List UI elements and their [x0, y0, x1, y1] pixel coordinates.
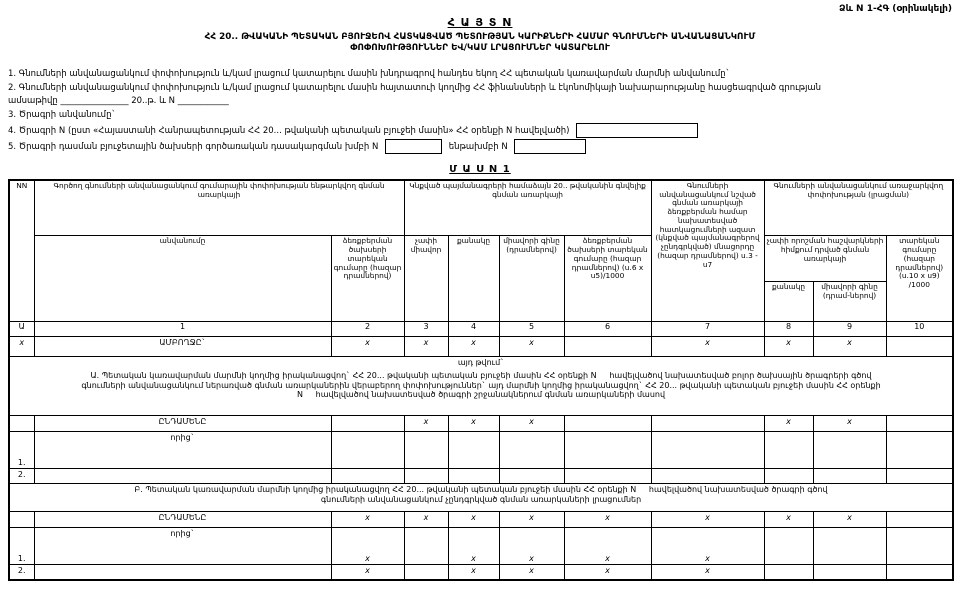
col7-cell [651, 469, 764, 484]
col2-cell: x [331, 565, 404, 580]
col2-cell: x [331, 541, 404, 565]
group3-header: Գնումների անվանացանկում առաջարկվող փոփոխության (լրացման) [764, 180, 953, 236]
col10-cell [886, 541, 953, 565]
subheading-cell: այդ թվում` [9, 357, 953, 370]
table-header [9, 180, 953, 322]
col5-cell [499, 432, 564, 445]
col6-cell: x [564, 512, 651, 528]
col7-cell [651, 445, 764, 469]
group1-header: Գործող գնումների անվանացանկում գումարային փոփոխության ենթարկվող գնման առարկայի [34, 180, 404, 236]
col8-cell [764, 528, 813, 541]
col8-cell [764, 541, 813, 565]
row-number-cell: x [9, 337, 34, 357]
col2-cell [331, 432, 404, 445]
column-number-cell: Ա [9, 322, 34, 337]
row-number-cell: 1. [9, 445, 34, 469]
program-number-box[interactable] [576, 123, 698, 138]
col5-cell [499, 528, 564, 541]
column-number-cell: 9 [813, 322, 886, 337]
col6-cell: x [564, 565, 651, 580]
col5-cell: x [499, 541, 564, 565]
subtitle-line-2: ՓՈՓՈԽՈՒԹՅՈՒՆՆԵՐ ԵՎ/ԿԱՄ ԼՐԱՑՈՒՄՆԵՐ ԿԱՏԱՐԵԼՈՒ [350, 42, 610, 53]
col3-cell [404, 469, 448, 484]
procurement-changes-table [8, 179, 954, 581]
col6-cell [564, 445, 651, 469]
header-sub-row [9, 236, 953, 282]
item-4 [8, 123, 952, 138]
col4-cell [448, 445, 499, 469]
item-name-cell: ԸՆԴԱՄԵՆԸ [34, 512, 331, 528]
col9-cell [813, 432, 886, 445]
row-number-cell [9, 432, 34, 445]
item-name-cell [34, 445, 331, 469]
row-number-cell: 2. [9, 565, 34, 580]
part-title: Մ Ա Ս N 1 [449, 163, 511, 175]
table-row [9, 541, 953, 565]
col4-cell [448, 469, 499, 484]
row-number-cell [9, 512, 34, 528]
col9-cell [813, 528, 886, 541]
col6-cell: x [564, 541, 651, 565]
item-name-cell: ԸՆԴԱՄԵՆԸ [34, 416, 331, 432]
table-row [9, 512, 953, 528]
document-title: Հ Ա Յ Տ N [447, 16, 513, 29]
col5-cell: x [499, 565, 564, 580]
col4-cell [448, 528, 499, 541]
col10-cell [886, 445, 953, 469]
group-number-box[interactable] [385, 139, 442, 154]
item-name-cell [34, 565, 331, 580]
col9-cell [813, 565, 886, 580]
col3-cell [404, 565, 448, 580]
col5-cell [499, 469, 564, 484]
column-number-cell: 1 [34, 322, 331, 337]
column-number-cell: 2 [331, 322, 404, 337]
col9-cell [813, 445, 886, 469]
col5-cell [499, 445, 564, 469]
item-1: 1. Գնումների անվանացանկում փոփոխություն և/կամ լրացում կատարելու մասին խնդրագրով հանդես եկող ՀՀ պետական կառավարման մարմնի անվանումը` [8, 68, 730, 79]
col2-cell [331, 445, 404, 469]
col3-header: չափի միավոր [404, 236, 448, 322]
subgroup-number-box[interactable] [514, 139, 586, 154]
table-row [9, 416, 953, 432]
item-2-line-2 [8, 95, 952, 108]
col7-cell: x [651, 512, 764, 528]
table-row [9, 337, 953, 357]
row-number-cell: 2. [9, 469, 34, 484]
column-number-cell: 4 [448, 322, 499, 337]
col9-header: միավորի գինը (դրամ-ներով) [813, 282, 886, 322]
col7-header: Գնումների անվանացանկում նշված գնման առարկայի ձեռքբերման համար նախատեսված հատկացումների ազատ (կնքված պայմանագրերով չընդգրկված) մնացորդը (հազար դրամներով) ս.3 - ս7 [651, 180, 764, 322]
letter-number-blank[interactable]: ____________ [177, 96, 229, 107]
col7-cell: x [651, 565, 764, 580]
col3-cell: x [404, 337, 448, 357]
column-number-cell: 7 [651, 322, 764, 337]
col10-cell [886, 512, 953, 528]
col6-cell [564, 416, 651, 432]
col8-cell: x [764, 416, 813, 432]
col2-cell [331, 528, 404, 541]
column-number-cell: 3 [404, 322, 448, 337]
item-4-label: 4. Ծրագրի N (ըստ «Հայաստանի Հանրապետության ՀՀ 20... թվականի պետական բյուջեի մասին» ՀՀ օրենքի N հավելվածի) [8, 125, 570, 136]
item-name-cell: որից` [34, 432, 331, 445]
col5-cell: x [499, 416, 564, 432]
col9-cell: x [813, 512, 886, 528]
col8-cell [764, 565, 813, 580]
row-number-cell [9, 416, 34, 432]
col4-cell: x [448, 565, 499, 580]
document-subtitle [8, 32, 952, 54]
row-number-cell: 1. [9, 541, 34, 565]
item-name-cell: որից` [34, 528, 331, 541]
table-row [9, 445, 953, 469]
item-2-line-1: 2. Գնումների անվանացանկում փոփոխություն և/կամ լրացում կատարելու մասին հայտատուի կողմից ՀՀ ֆինանսների և էկոնոմիկայի նախարարությանը հասցեագրված գրության [8, 82, 822, 93]
col3-cell [404, 432, 448, 445]
col2-header: ձեռքբերման ծախսերի տարեկան գումարը (հազար դրամներով) [331, 236, 404, 322]
col4-cell: x [448, 541, 499, 565]
column-number-cell: 6 [564, 322, 651, 337]
section-note-cell: Բ. Պետական կառավարման մարմնի կողմից իրականացվող ՀՀ 20... թվականի պետական բյուջեի մասին ՀՀ օրենքի N հավելվածով նախատեսված ծրագրի գծով գնումների անվանացանկում չընդգրկված գնման առարկաների լրացումներ [9, 484, 953, 512]
section-note-row [9, 484, 953, 512]
col5-cell: x [499, 337, 564, 357]
col4-cell [448, 432, 499, 445]
year-and-number-label: 20..թ. և N [131, 96, 176, 107]
item-3: 3. Ծրագրի անվանումը` [8, 110, 116, 121]
table-row [9, 528, 953, 541]
col6-cell [564, 432, 651, 445]
column-number-cell: 10 [886, 322, 953, 337]
item-5-label: 5. Ծրագրի դասման բյուջետային ծախսերի գործառական դասակարգման խմբի N [8, 141, 379, 152]
col6-cell [564, 469, 651, 484]
col9-cell [813, 469, 886, 484]
subtitle-line-1: ՀՀ 20.. ԹՎԱԿԱՆԻ ՊԵՏԱԿԱՆ ԲՅՈՒՋԵՈՎ ՀԱՏԿԱՑՎԱԾ ՊԵՏՈՒԹՅԱՆ ԿԱՐԻՔՆԵՐԻ ՀԱՄԱՐ ԳՆՈՒՄՆԵՐԻ ԱՆՎԱՆԱՑԱՆԿՈՒՄ [204, 32, 756, 42]
col7-cell [651, 432, 764, 445]
col7-cell [651, 528, 764, 541]
col1-header: անվանումը [34, 236, 331, 322]
col9-cell [813, 541, 886, 565]
col3-cell [404, 541, 448, 565]
col5-header: միավորի գինը (դրամներով) [499, 236, 564, 322]
col10-cell [886, 337, 953, 357]
col7-cell: x [651, 337, 764, 357]
row-number-cell [9, 528, 34, 541]
col2-cell [331, 416, 404, 432]
col10-cell [886, 432, 953, 445]
col4-cell: x [448, 416, 499, 432]
col-nn-header: NN [9, 180, 34, 322]
col8-cell: x [764, 337, 813, 357]
col8-cell [764, 469, 813, 484]
subheading-row [9, 357, 953, 370]
date-blank[interactable]: ________________ [60, 96, 129, 107]
col9-cell: x [813, 416, 886, 432]
column-numbers-row [9, 322, 953, 337]
group2-header: Կնքված պայմանագրերի համաձայն 20.. թվականին գնվելիք գնման առարկայի [404, 180, 651, 236]
section-note-cell: Ա. Պետական կառավարման մարմնի կողմից իրականացվող` ՀՀ 20... թվականի պետական բյուջեի մասին ՀՀ օրենքի N հավելվածով նախատեսված բոլոր ծախսային ծրագրերի գծով գնումների անվանացանկում ներառված գնման առարկաներին վերաբերող փոփոխություններ` այդ մարմնի կողմից իրականացվող` ՀՀ 20... թվականի պետական բյուջեի մասին ՀՀ օրենքի N հավելվածով նախատեսված ծրագրի շրջանակներում գնման առարկաների մասով [9, 370, 953, 416]
form-reference: Ձև N 1-ՀԳ (օրինակելի) [839, 4, 952, 14]
col8-cell [764, 432, 813, 445]
section-note-row [9, 370, 953, 416]
col2-cell [331, 469, 404, 484]
item-name-cell [34, 541, 331, 565]
item-5 [8, 139, 952, 154]
col8-header: քանակը [764, 282, 813, 322]
table-body [9, 322, 953, 580]
table-row [9, 565, 953, 580]
col10-cell [886, 469, 953, 484]
col8-cell: x [764, 512, 813, 528]
item-name-cell: ԱՄԲՈՂՋԸ` [34, 337, 331, 357]
col2-cell: x [331, 337, 404, 357]
header-group-row [9, 180, 953, 236]
col10-cell [886, 528, 953, 541]
subgroup-label: ենթախմբի N [448, 141, 508, 152]
col5-cell: x [499, 512, 564, 528]
date-label: ամսաթիվը [8, 96, 58, 107]
col4-header: քանակը [448, 236, 499, 322]
form-items [8, 68, 952, 154]
column-number-cell: 5 [499, 322, 564, 337]
group3-sub-header: չափի որոշման հաշվարկների հիմքում դրված գնման առարկայի [764, 236, 886, 282]
col10-header: տարեկան գումարը (հազար դրամներով) (ս.10 x ս9) /1000 [886, 236, 953, 322]
col10-cell [886, 565, 953, 580]
col6-header: ձեռքբերման ծախսերի տարեկան գումարը (հազար դրամներով) (ս.6 x ս5)/1000 [564, 236, 651, 322]
col7-cell: x [651, 541, 764, 565]
col6-cell [564, 337, 651, 357]
col8-cell [764, 445, 813, 469]
col4-cell: x [448, 512, 499, 528]
col3-cell [404, 445, 448, 469]
table-row [9, 469, 953, 484]
column-number-cell: 8 [764, 322, 813, 337]
col9-cell: x [813, 337, 886, 357]
col3-cell [404, 528, 448, 541]
col10-cell [886, 416, 953, 432]
col3-cell: x [404, 416, 448, 432]
col4-cell: x [448, 337, 499, 357]
item-name-cell [34, 469, 331, 484]
col7-cell [651, 416, 764, 432]
col3-cell: x [404, 512, 448, 528]
col6-cell [564, 528, 651, 541]
col2-cell: x [331, 512, 404, 528]
table-row [9, 432, 953, 445]
